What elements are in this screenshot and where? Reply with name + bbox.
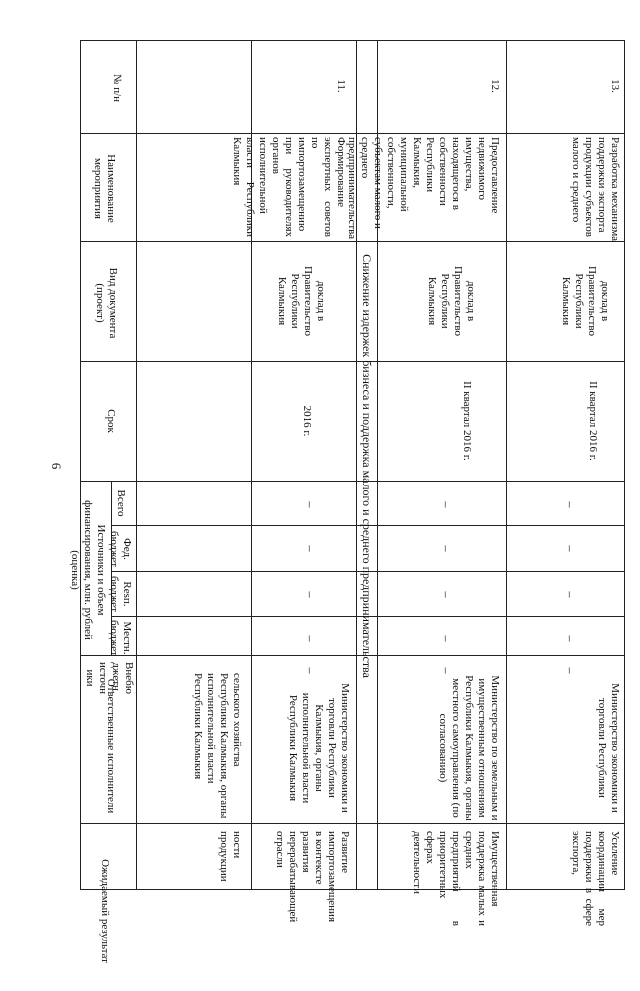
- row-11-fed: –: [303, 545, 318, 552]
- row-13-doc: доклад в Правительство Республики Калмыкия: [560, 266, 611, 336]
- header-row-divider: [136, 41, 137, 889]
- col-divider: [81, 823, 624, 824]
- carryover-responsible: сельского хозяйства Республики Калмыкия, органы исполнительной власти Республики Калмыкия: [192, 673, 243, 819]
- header-extra: Внебю джетн. источн ики: [84, 661, 135, 695]
- section-title: Снижение издержек бизнеса и поддержка малого и среднего предпринимательства: [360, 254, 374, 678]
- row-11-num: 11.: [335, 79, 347, 93]
- row-12-term: II квартал 2016 г.: [461, 381, 473, 461]
- col-divider: [81, 481, 624, 482]
- row-11-local: –: [303, 635, 318, 642]
- row-13-result: Усиление координации мер поддержки в сфере экспорта,: [570, 831, 621, 926]
- header-name: Наименование мероприятия: [92, 154, 117, 223]
- col-divider: [81, 361, 624, 362]
- measures-table: [69, 40, 625, 963]
- row-13-extra: –: [563, 667, 578, 674]
- carryover-result: ности продукции: [218, 831, 243, 882]
- page-number: 6: [49, 462, 64, 470]
- row-12-local: –: [439, 635, 454, 642]
- row-11-total: –: [303, 501, 318, 508]
- header-doc-type: Вид документа (проект): [94, 267, 119, 339]
- row-13-fed: –: [563, 545, 578, 552]
- header-term: Срок: [105, 409, 117, 433]
- row-13-term: II квартал 2016 г.: [587, 381, 599, 461]
- row-13-num: 13.: [609, 79, 621, 93]
- col-divider: [81, 133, 624, 134]
- row-12-rep: –: [439, 591, 454, 598]
- header-local: Местн. бюджет: [108, 620, 133, 656]
- row-13-name: Разработка механизма поддержки экспорта продукции субъектов малого и среднего: [570, 137, 621, 241]
- header-funding: Источники и объем финансирования, млн. рублей (оценка): [69, 500, 107, 640]
- header-num: № п/н: [111, 73, 123, 103]
- col-divider: [81, 241, 624, 242]
- col-divider: [81, 655, 624, 656]
- row-11-term: 2016 г.: [301, 405, 313, 437]
- row-11-result: Развитие импортозамещения в контексте развития перерабатывающей отрасли: [274, 831, 351, 923]
- row-12-name: Предоставление недвижимого имущества, находящегося в собственности Республики Калмыкия, муниципальной собственности, субъектам малого и среднего предпринимательства: [346, 137, 501, 240]
- row-13-local: –: [563, 635, 578, 642]
- row-divider: [506, 41, 507, 889]
- row-12-num: 12.: [489, 79, 501, 93]
- header-result: Ожидаемый результат: [99, 859, 111, 963]
- row-13-total: –: [563, 501, 578, 508]
- row-12-responsible: Министерство по земельным и имущественным отношениям Республики Калмыкия, органы местного самоуправления (по согласованию): [437, 675, 501, 821]
- row-12-extra: –: [439, 667, 454, 674]
- row-13-responsible: Министерство экономики и торговли Республики: [596, 683, 621, 813]
- header-responsible: Ответственные исполнители: [105, 678, 117, 814]
- header-fed: Фед. бюджет: [108, 531, 133, 567]
- row-12-total: –: [439, 501, 454, 508]
- row-11-doc: доклад в Правительство Республики Калмыкия: [276, 266, 327, 336]
- row-11-rep: –: [303, 591, 318, 598]
- row-11-extra: –: [303, 667, 318, 674]
- row-11-responsible: Министерство экономики и торговли Республики Калмыкия, органы исполнительной власти Республики Калмыкия: [287, 683, 351, 813]
- header-rep: Resп. бюджет: [108, 576, 133, 612]
- row-12-fed: –: [439, 545, 454, 552]
- row-12-result: Имущественная поддержка малых и средних предприятий в приоритетных сферах деятельности: [411, 831, 501, 926]
- row-11-name: Формирование экспертных советов по импортозамещению при руководителях органов исполнительной власти Республики Калмыкия: [231, 137, 347, 237]
- row-12-doc: доклад в Правительство Республики Калмыкия: [426, 266, 477, 336]
- header-total: Всего: [115, 489, 127, 517]
- row-13-rep: –: [563, 591, 578, 598]
